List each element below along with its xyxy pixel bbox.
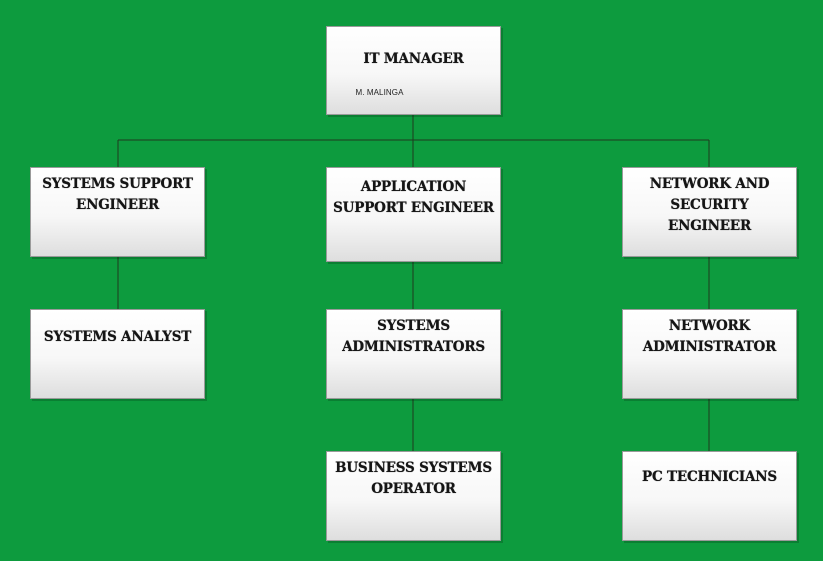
node-application-support-engineer bbox=[326, 167, 501, 262]
node-network-security-engineer bbox=[622, 167, 797, 257]
node-systems-administrators bbox=[326, 309, 501, 399]
node-systems-support-engineer bbox=[30, 167, 205, 257]
node-title: APPLICATION SUPPORT ENGINEER bbox=[333, 179, 494, 216]
node-title: BUSINESS SYSTEMS OPERATOR bbox=[335, 460, 492, 497]
node-systems-analyst bbox=[30, 309, 205, 399]
node-pc-technicians bbox=[622, 451, 797, 541]
node-title: SYSTEMS ANALYST bbox=[43, 329, 192, 345]
node-title: SYSTEMS SUPPORT ENGINEER bbox=[42, 176, 193, 213]
node-title: PC TECHNICIANS bbox=[642, 469, 777, 485]
node-title: SYSTEMS ADMINISTRATORS bbox=[342, 318, 485, 355]
node-title: IT MANAGER bbox=[363, 51, 464, 67]
node-business-systems-operator bbox=[326, 451, 501, 541]
node-title: NETWORK ADMINISTRATOR bbox=[642, 318, 777, 355]
node-title: NETWORK AND SECURITY ENGINEER bbox=[649, 176, 770, 234]
node-it-manager bbox=[326, 26, 501, 115]
node-network-administrator bbox=[622, 309, 797, 399]
node-person-name: M. MALINGA bbox=[355, 88, 404, 97]
